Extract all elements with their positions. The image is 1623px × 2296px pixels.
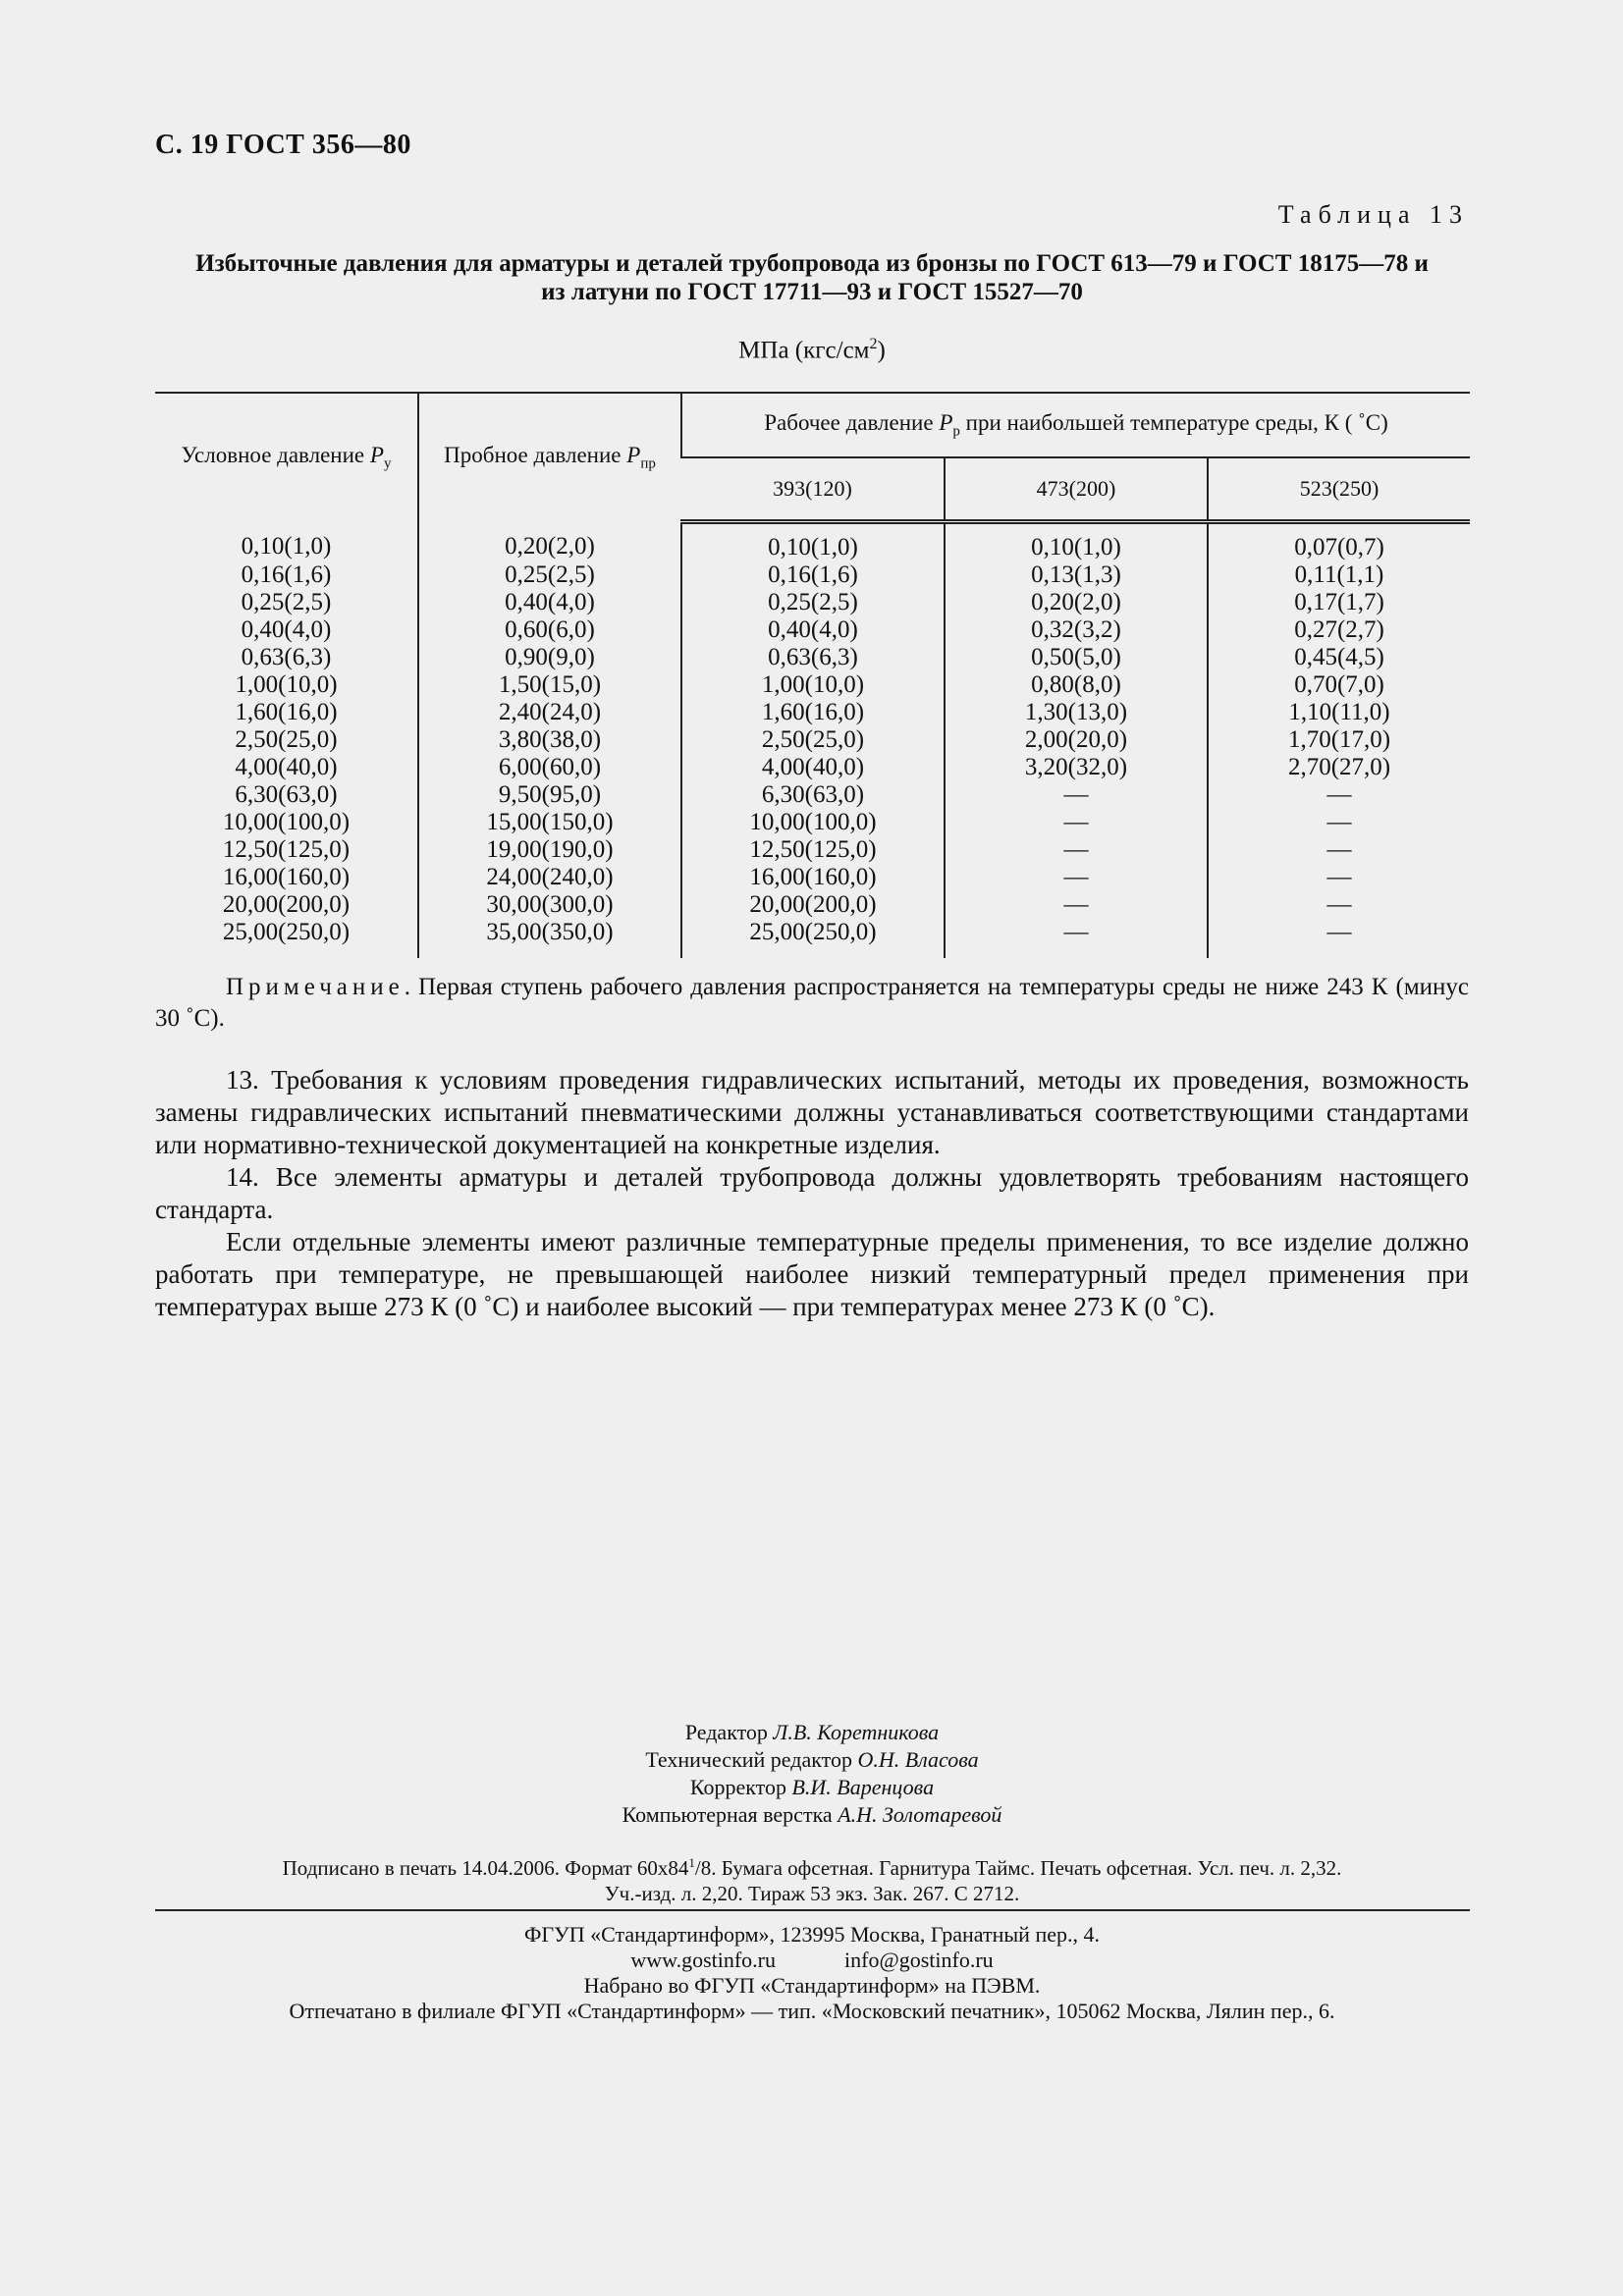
table-cell: — [945, 809, 1208, 836]
table-row [155, 561, 1470, 589]
page-header: С. 19 ГОСТ 356—80 [155, 130, 411, 160]
table-note [155, 972, 1469, 1035]
header-temp-473: 473(200) [945, 457, 1208, 522]
table-cell: 0,45(4,5) [1208, 644, 1470, 671]
table-cell: 6,30(63,0) [681, 781, 945, 809]
table-row [155, 644, 1470, 671]
table-cell: 3,80(38,0) [418, 726, 681, 754]
table-cell: 15,00(150,0) [418, 809, 681, 836]
paragraph-14-continued: Если отдельные элементы имеют различные температурные пределы применения, то все изделие должно работать при температуре, не превышающей наиболее низкий температурный предел применения при температурах выше 273 К (0 ˚С) и наиболее высокий — при температурах менее 273 К (0 ˚С). [155, 1227, 1469, 1321]
table-cell: 1,00(10,0) [235, 671, 338, 698]
header-temp-523: 523(250) [1208, 457, 1470, 522]
table-body [155, 522, 1470, 959]
pressure-table [155, 392, 1470, 958]
units-close: ) [877, 337, 886, 364]
table-cell: 4,00(40,0) [235, 754, 338, 780]
table-cell: 0,40(4,0) [418, 589, 681, 616]
table-cell: 0,25(2,5) [418, 561, 681, 589]
table-cell: 0,63(6,3) [241, 644, 332, 670]
paragraph-13: 13. Требования к условиям проведения гидравлических испытаний, методы их проведения, возможность замены гидравлических испытаний пневматическими должны устанавливаться соответствующими стандартами или нормативно-технической документацией на конкретные изделия. [155, 1065, 1469, 1159]
table-cell: 0,50(5,0) [945, 644, 1208, 671]
table-cell: 24,00(240,0) [418, 864, 681, 891]
units-caption [155, 336, 1469, 364]
table-cell: 0,27(2,7) [1208, 616, 1470, 644]
table-row [155, 699, 1470, 726]
divider [155, 1909, 1470, 1911]
table-cell: 1,30(13,0) [945, 699, 1208, 726]
table-cell: 0,10(1,0) [681, 522, 945, 562]
table-cell: 0,25(2,5) [241, 589, 332, 615]
table-cell: — [945, 891, 1208, 919]
table-cell: 20,00(200,0) [681, 891, 945, 919]
table-cell: 0,70(7,0) [1208, 671, 1470, 699]
table-cell: — [1208, 891, 1470, 919]
table-cell: 10,00(100,0) [222, 809, 351, 835]
table-cell: 2,50(25,0) [235, 726, 338, 753]
table-row [155, 671, 1470, 699]
website-link[interactable]: www.gostinfo.ru [630, 1948, 777, 1972]
imprint [155, 1850, 1469, 1906]
table-title-line: Избыточные давления для арматуры и деталей трубопровода из бронзы по ГОСТ 613—79 и ГОСТ 18175—78 и [195, 250, 1429, 277]
table-row [155, 781, 1470, 809]
publisher-info [155, 1922, 1469, 2024]
table-cell: — [1208, 864, 1470, 891]
credit-line: Редактор Л.В. Коретникова [684, 1720, 940, 1744]
table-row [155, 726, 1470, 754]
credit-line: Технический редактор О.Н. Власова [645, 1747, 979, 1772]
table-row [155, 522, 1470, 562]
units-superscript: 2 [869, 336, 878, 352]
table-cell: 0,60(6,0) [418, 616, 681, 644]
imprint-line: Подписано в печать 14.04.2006. Формат $60х84^1/8$. Бумага офсетная. Гарнитура Таймс. Печать офсетная. Усл. печ. л. 2,32. [282, 1855, 1342, 1880]
table-cell: 1,60(16,0) [235, 699, 338, 725]
table-cell: 1,70(17,0) [1208, 726, 1470, 754]
table-title [155, 249, 1469, 306]
table-cell: 0,10(1,0) [945, 522, 1208, 562]
table-cell: 12,50(125,0) [222, 836, 351, 863]
table-cell: 1,50(15,0) [418, 671, 681, 699]
table-label: Таблица 13 [1277, 200, 1469, 229]
table-cell: 0,16(1,6) [241, 561, 332, 588]
table-cell: 16,00(160,0) [681, 864, 945, 891]
header-test-pressure: Пробное давление $P_{пр}$ [418, 393, 681, 522]
table-title-line: из латуни по ГОСТ 17711—93 и ГОСТ 15527—70 [541, 279, 1083, 305]
table-cell: 19,00(190,0) [418, 836, 681, 864]
publisher-contacts [155, 1948, 1469, 1973]
table-cell: 1,60(16,0) [681, 699, 945, 726]
table-cell: — [945, 836, 1208, 864]
table-row [155, 589, 1470, 616]
table-cell: 0,20(2,0) [418, 522, 681, 562]
table-cell: 12,50(125,0) [681, 836, 945, 864]
table-cell: 0,90(9,0) [418, 644, 681, 671]
table-cell: — [945, 781, 1208, 809]
table-row [155, 919, 1470, 958]
table-row [155, 616, 1470, 644]
table-cell: 0,63(6,3) [681, 644, 945, 671]
table-cell: 1,10(11,0) [1208, 699, 1470, 726]
header-nominal-pressure: Условное давление $P_у$ [155, 393, 418, 522]
note-text: . Первая ступень рабочего давления распространяется на температуры среды не ниже 243 К (минус 30 ˚С). [155, 974, 1469, 1032]
table-cell: 6,30(63,0) [235, 781, 338, 808]
paragraph-14: 14. Все элементы арматуры и деталей трубопровода должны удовлетворять требованиям настоящего стандарта. [155, 1162, 1469, 1224]
table-cell: 0,40(4,0) [241, 616, 332, 643]
table-cell: 2,40(24,0) [418, 699, 681, 726]
table-cell: 16,00(160,0) [222, 864, 351, 890]
table-cell: 9,50(95,0) [418, 781, 681, 809]
table-cell: 0,10(1,0) [241, 532, 332, 560]
table-row [155, 836, 1470, 864]
table-cell: 25,00(250,0) [222, 919, 351, 945]
table-cell: — [1208, 836, 1470, 864]
table-cell: 20,00(200,0) [222, 891, 351, 918]
table-row [155, 864, 1470, 891]
table-cell: — [1208, 781, 1470, 809]
table-cell: 0,17(1,7) [1208, 589, 1470, 616]
table-cell: — [1208, 809, 1470, 836]
table-cell: 0,16(1,6) [681, 561, 945, 589]
table-cell: 0,80(8,0) [945, 671, 1208, 699]
table-cell: 0,13(1,3) [945, 561, 1208, 589]
publisher-line: Набрано во ФГУП «Стандартинформ» на ПЭВМ. [583, 1973, 1041, 1998]
table-cell: 0,11(1,1) [1208, 561, 1470, 589]
table-row [155, 754, 1470, 781]
table-cell: 2,70(27,0) [1208, 754, 1470, 781]
credit-line: Корректор В.И. Варенцова [689, 1775, 935, 1799]
email-link[interactable]: info@gostinfo.ru [844, 1948, 994, 1972]
credit-line: Компьютерная верстка А.Н. Золотаревой [622, 1802, 1002, 1827]
header-working-pressure: Рабочее давление $P_р$ при наибольшей температуре среды, К ( ˚С) [681, 393, 1470, 457]
table-cell: 1,00(10,0) [681, 671, 945, 699]
note-label: Примечание [226, 974, 405, 1000]
table-cell: 0,07(0,7) [1208, 522, 1470, 562]
units-text: МПа (кгс/см [738, 337, 870, 364]
table-cell: 0,25(2,5) [681, 589, 945, 616]
table-cell: 0,20(2,0) [945, 589, 1208, 616]
table-cell: — [945, 864, 1208, 891]
table-cell: 2,50(25,0) [681, 726, 945, 754]
header-temp-393: 393(120) [681, 457, 945, 522]
imprint-line: Уч.-изд. л. 2,20. Тираж 53 экз. Зак. 267. С 2712. [604, 1882, 1020, 1905]
table-cell: 10,00(100,0) [681, 809, 945, 836]
table-cell: 3,20(32,0) [945, 754, 1208, 781]
table-cell: 0,40(4,0) [681, 616, 945, 644]
table-row [155, 809, 1470, 836]
table-cell: — [945, 919, 1208, 958]
table-cell: 0,32(3,2) [945, 616, 1208, 644]
table-cell: 6,00(60,0) [418, 754, 681, 781]
table-cell: 30,00(300,0) [418, 891, 681, 919]
table-cell: 35,00(350,0) [418, 919, 681, 958]
table-cell: — [1208, 919, 1470, 958]
credits [155, 1719, 1469, 1829]
table-row [155, 891, 1470, 919]
publisher-line: ФГУП «Стандартинформ», 123995 Москва, Гранатный пер., 4. [524, 1922, 1100, 1947]
table-cell: 25,00(250,0) [681, 919, 945, 958]
publisher-line: Отпечатано в филиале ФГУП «Стандартинформ» — тип. «Московский печатник», 105062 Москва, Лялин пер., 6. [289, 1999, 1335, 2023]
body-text [155, 1064, 1469, 1323]
table-cell: 2,00(20,0) [945, 726, 1208, 754]
table-cell: 4,00(40,0) [681, 754, 945, 781]
